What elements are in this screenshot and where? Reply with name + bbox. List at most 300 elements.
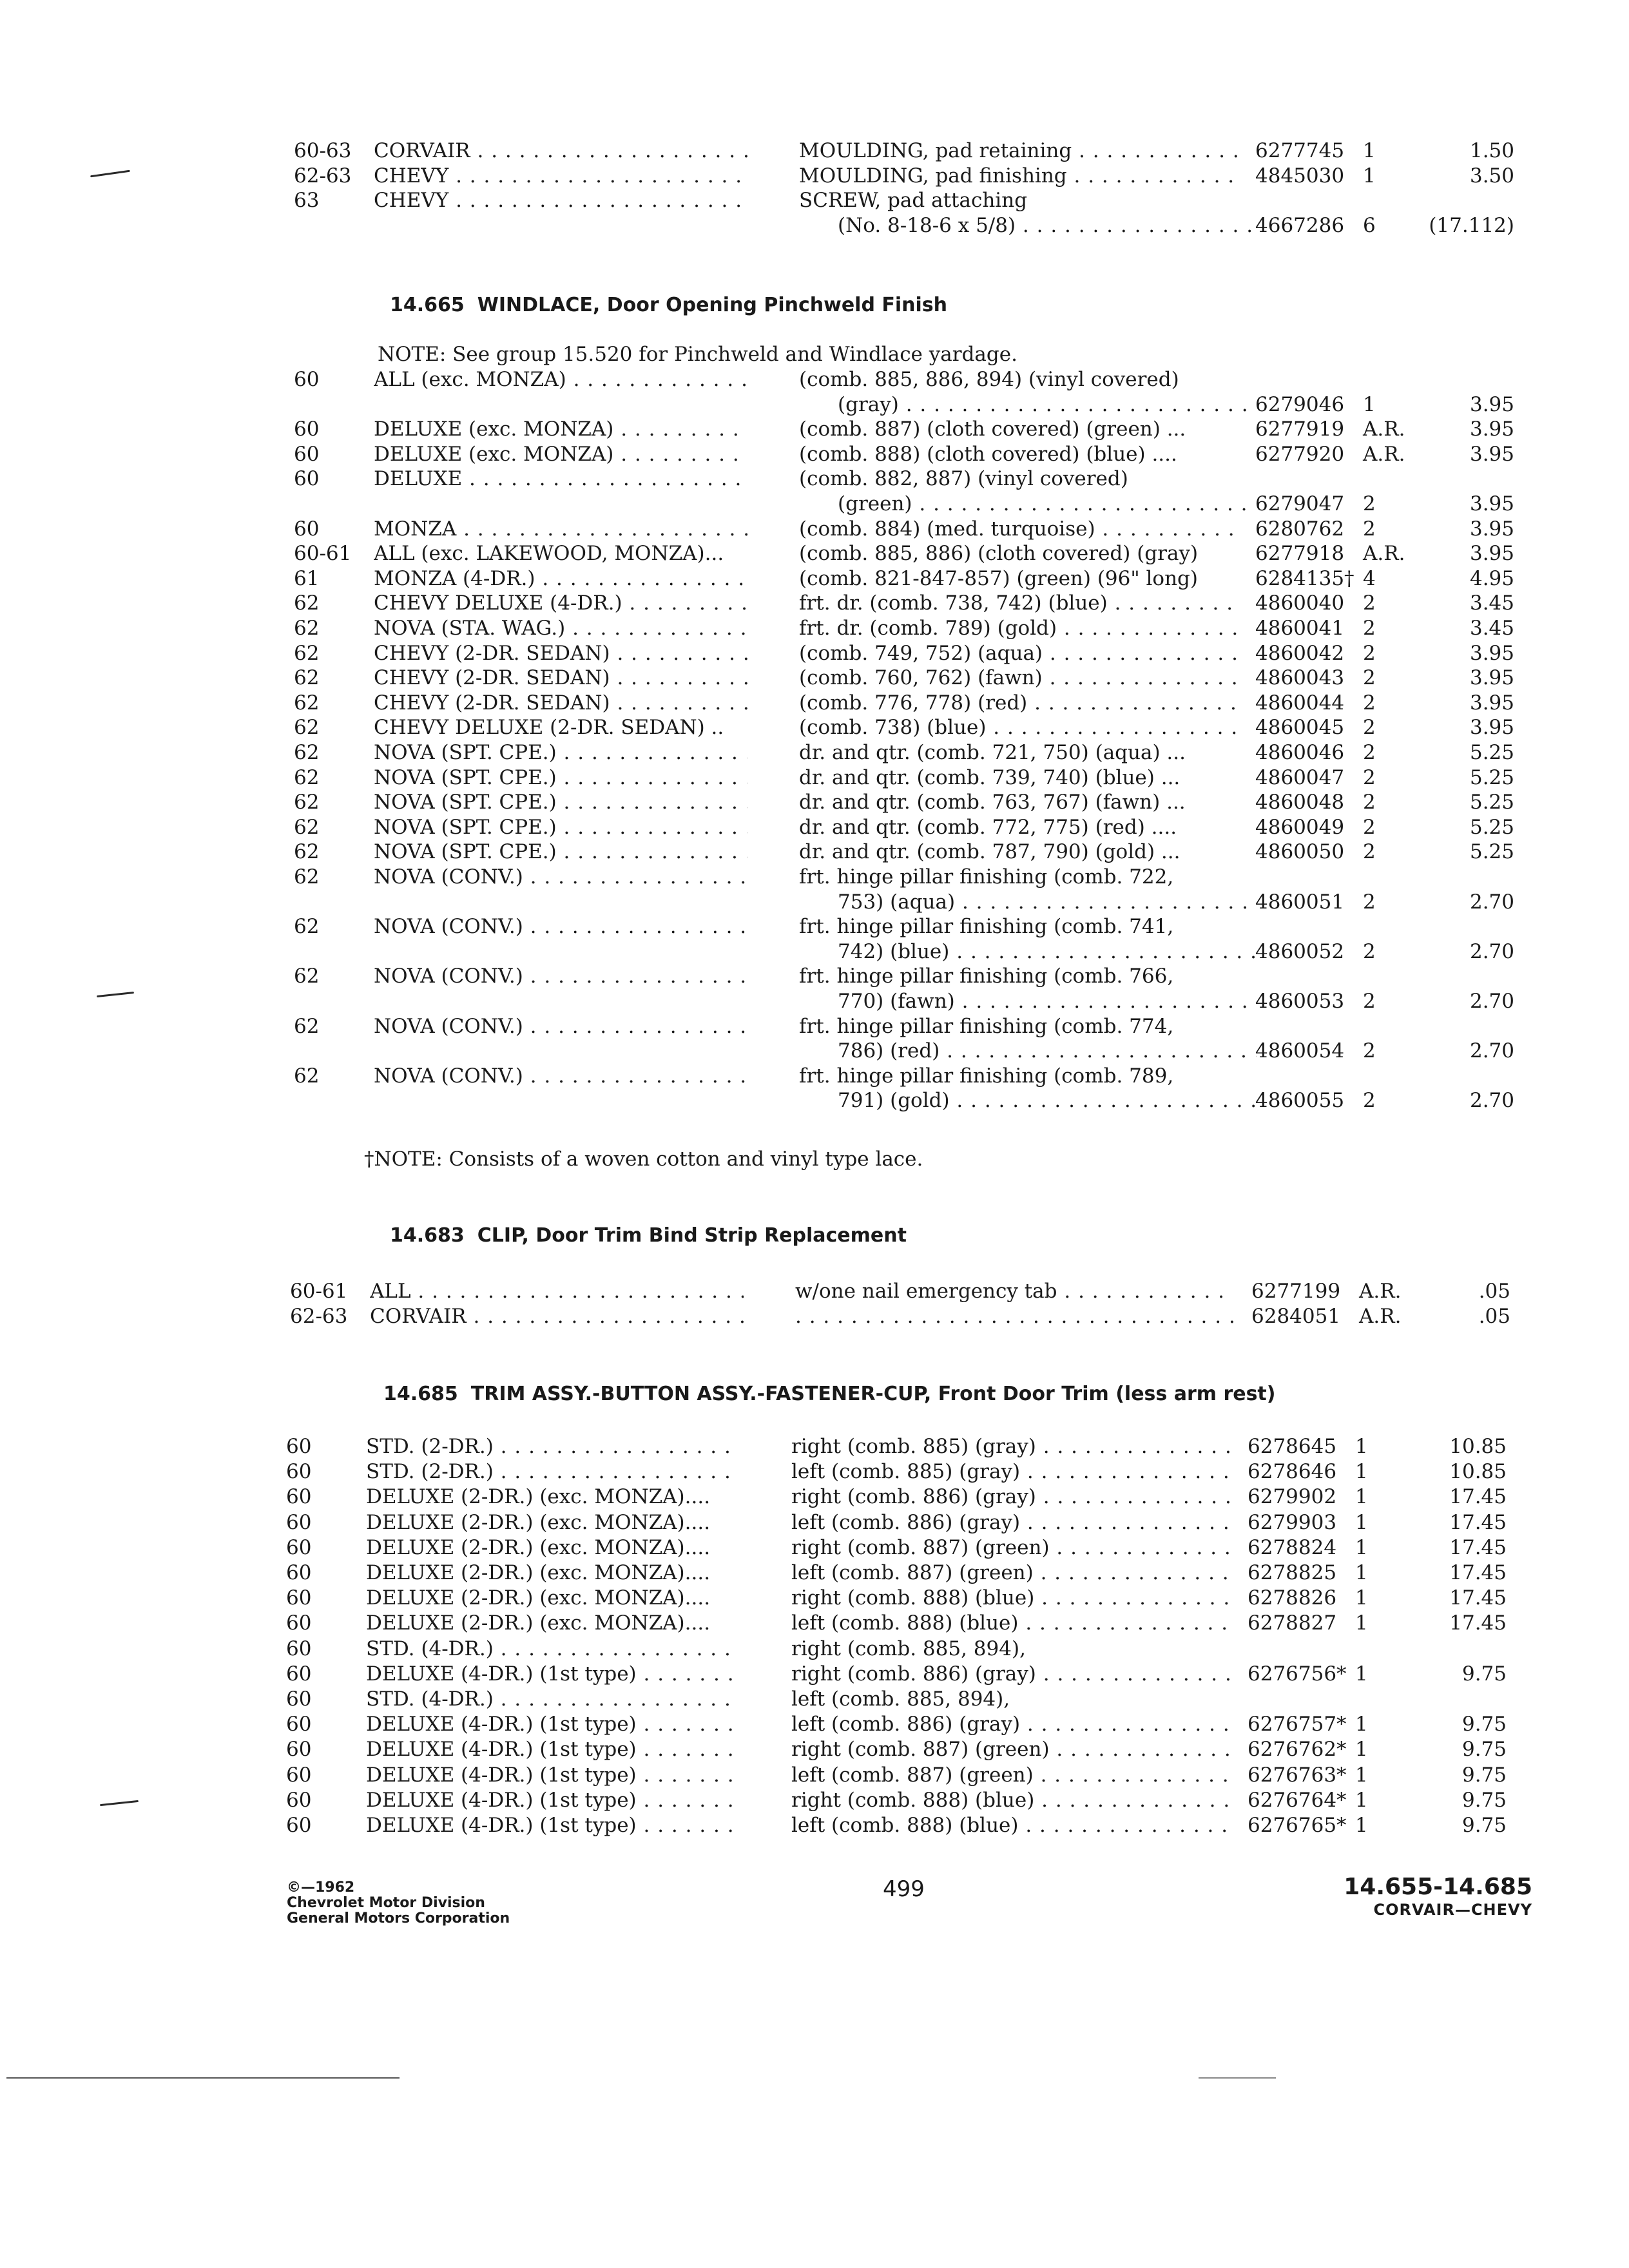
quantity: 1 [1355,1814,1368,1837]
part-number: 4860048 [1255,791,1345,814]
table-row [276,1736,1552,1762]
quantity: 2 [1363,716,1376,740]
price: 5.25 [1469,791,1514,814]
section-title-14-683 [390,1222,907,1250]
part-number: 4860055 [1255,1089,1345,1113]
model-name: ALL (exc. LAKEWOOD, MONZA)... [374,542,724,566]
part-description: left (comb. 888) (blue) . . . [791,1812,1229,1838]
price: 1.50 [1469,139,1514,162]
part-description: (comb. 749, 752) (aqua) . . . [799,640,1237,666]
price: 3.95 [1469,392,1514,416]
model-name: NOVA (SPT. CPE.) . . . [374,789,747,815]
part-description: dr. and qtr. (comb. 763, 767) (fawn) ... [799,791,1186,814]
part-number: 6279903 [1248,1510,1337,1534]
part-number: 6278825 [1248,1561,1337,1584]
part-number: 4860040 [1255,591,1345,615]
part-description: frt. hinge pillar finishing (comb. 789, [799,1064,1174,1088]
quantity: 1 [1355,1485,1368,1509]
model-name: CORVAIR . . . [374,138,747,164]
part-number: 6276757* [1248,1713,1347,1736]
section-heading: TRIM ASSY.-BUTTON ASSY.-FASTENER-CUP, Front Door Trim (less arm rest) [470,1383,1276,1405]
section-title-14-685 [383,1380,1276,1408]
part-number: 4860041 [1255,617,1345,640]
quantity: 2 [1363,691,1376,715]
part-description: 753) (aqua) . . . [838,889,1257,915]
part-number: 6277919 [1255,418,1345,441]
quantity: 1 [1355,1713,1368,1736]
section-number: 14.685 [383,1383,458,1405]
model-year: 60 [286,1763,312,1787]
section-note: NOTE: See group 15.520 for Pinchweld and Windlace yardage. [378,343,1017,366]
scan-rule-left [6,2077,400,2079]
model-year: 60 [294,442,320,466]
model-year: 60 [286,1535,312,1559]
table-row [284,213,1559,238]
table-row [276,1585,1552,1611]
quantity: A.R. [1359,1305,1402,1328]
part-description: right (comb. 887) (green) . . . [791,1736,1229,1762]
quantity: 1 [1355,1738,1368,1762]
part-description: right (comb. 885) (gray) . . . [791,1434,1229,1459]
price: 3.95 [1469,492,1514,515]
model-year: 62 [294,915,320,939]
model-name: MONZA . . . [374,516,747,542]
part-description: dr. and qtr. (comb. 721, 750) (aqua) ... [799,741,1186,764]
table-row [284,988,1559,1014]
model-name: NOVA (SPT. CPE.) . . . [374,839,747,865]
model-year: 60-61 [294,542,352,566]
model-name: DELUXE (2-DR.) (exc. MONZA).... [366,1611,711,1635]
quantity: 1 [1355,1662,1368,1686]
model-name: NOVA (CONV.) . . . [374,1063,747,1089]
table-row [280,1303,1556,1329]
table-row [284,541,1559,566]
part-description: (comb. 776, 778) (red) . . . [799,690,1237,716]
copyright-block [287,1880,510,1927]
model-year: 61 [294,566,320,590]
part-description: frt. hinge pillar finishing (comb. 722, [799,865,1174,889]
table-row [276,1661,1552,1687]
quantity: 1 [1355,1535,1368,1559]
part-number: 4845030 [1255,164,1345,187]
part-number: 4860047 [1255,765,1345,789]
part-description: dr. and qtr. (comb. 739, 740) (blue) ... [799,765,1181,789]
part-description: (comb. 885, 886, 894) (vinyl covered) [799,368,1179,391]
quantity: 2 [1363,791,1376,814]
table-row [284,814,1559,840]
table-row [280,1278,1556,1304]
part-number: 6278645 [1248,1435,1337,1458]
model-name: DELUXE (2-DR.) (exc. MONZA).... [366,1561,711,1584]
table-row [276,1636,1552,1662]
group-range-block [1344,1874,1532,1919]
section-footnote: †NOTE: Consists of a woven cotton and vinyl type lace. [364,1148,923,1171]
price: 3.50 [1469,164,1514,187]
price: 17.45 [1449,1611,1507,1635]
model-name: DELUXE (4-DR.) (1st type) . . . [366,1736,740,1762]
model-name: DELUXE (2-DR.) (exc. MONZA).... [366,1510,711,1534]
price: 17.45 [1449,1510,1507,1534]
model-name: DELUXE (4-DR.) (1st type) . . . [366,1711,740,1737]
table-row [284,590,1559,616]
model-name: STD. (2-DR.) . . . [366,1459,740,1485]
quantity: 2 [1363,765,1376,789]
model-year: 60 [286,1713,312,1736]
table-row [284,963,1559,989]
part-number: 4860051 [1255,890,1345,914]
table-row [284,1063,1559,1089]
part-description: right (comb. 887) (green) . . . [791,1535,1229,1561]
model-year: 62-63 [290,1305,348,1328]
price: 3.95 [1469,641,1514,665]
quantity: 2 [1363,617,1376,640]
model-name: NOVA (CONV.) . . . [374,1014,747,1039]
part-description: (comb. 888) (cloth covered) (blue) .... [799,442,1177,466]
price: 17.45 [1449,1485,1507,1509]
part-description: left (comb. 888) (blue) . . . [791,1610,1229,1636]
model-name: MONZA (4-DR.) . . . [374,566,747,591]
scan-mark [90,170,130,178]
table-row [284,939,1559,965]
part-number: 4860044 [1255,691,1345,715]
part-description: dr. and qtr. (comb. 772, 775) (red) .... [799,815,1177,839]
model-name: ALL (exc. MONZA) . . . [374,367,747,392]
part-number: 6276764* [1248,1788,1347,1812]
price: 5.25 [1469,765,1514,789]
part-description: (comb. 760, 762) (fawn) . . . [799,665,1237,691]
model-year: 62 [294,716,320,740]
section-number: 14.665 [390,294,465,316]
price: 2.70 [1469,939,1514,963]
table-row [284,864,1559,890]
part-description: right (comb. 886) (gray) . . . [791,1484,1229,1510]
part-number: 6276763* [1248,1763,1347,1787]
table-row [284,889,1559,915]
part-number: 4667286 [1255,213,1345,237]
table-row [276,1610,1552,1636]
part-description: left (comb. 886) (gray) . . . [791,1711,1229,1737]
part-description: right (comb. 886) (gray) . . . [791,1661,1229,1687]
model-year: 62 [294,591,320,615]
model-year: 62 [294,815,320,839]
part-number: 4860050 [1255,840,1345,864]
part-number: 4860054 [1255,1039,1345,1063]
table-row [284,1038,1559,1064]
quantity: 2 [1363,1089,1376,1113]
price: (17.112) [1429,213,1514,237]
price: 3.95 [1469,716,1514,740]
part-description: right (comb. 888) (blue) . . . [791,1787,1229,1813]
model-name: NOVA (STA. WAG.) . . . [374,615,747,641]
table-row [284,640,1559,666]
quantity: 1 [1355,1435,1368,1458]
table-row [284,416,1559,442]
model-year: 60 [286,1510,312,1534]
model-year: 60 [286,1687,312,1711]
table-row [284,715,1559,740]
part-description: (comb. 887) (cloth covered) (green) ... [799,418,1186,441]
price: 9.75 [1461,1763,1507,1787]
quantity: 2 [1363,890,1376,914]
model-year: 62 [294,666,320,690]
part-description: right (comb. 885, 894), [791,1637,1026,1660]
table-row [284,187,1559,213]
model-name: STD. (4-DR.) . . . [366,1636,740,1662]
quantity: A.R. [1363,542,1405,566]
model-name: CHEVY DELUXE (2-DR. SEDAN) .. [374,716,724,740]
part-description: 742) (blue) . . . [838,939,1257,965]
quantity: 2 [1363,939,1376,963]
table-row [276,1535,1552,1561]
part-description: w/one nail emergency tab . . . [795,1278,1233,1304]
table-row [284,163,1559,189]
table-row [284,367,1559,392]
model-year: 62 [294,865,320,889]
price: 5.25 [1469,815,1514,839]
part-description: frt. hinge pillar finishing (comb. 766, [799,965,1174,988]
table-row [276,1434,1552,1459]
model-name: STD. (2-DR.) . . . [366,1434,740,1459]
part-description: (gray) . . . [838,392,1257,418]
model-year: 60 [294,368,320,391]
model-name: DELUXE (2-DR.) (exc. MONZA).... [366,1586,711,1610]
part-description: frt. hinge pillar finishing (comb. 774, [799,1014,1174,1038]
copyright-year: ©—1962 [287,1879,355,1896]
model-name: NOVA (SPT. CPE.) . . . [374,740,747,765]
table-row [284,1088,1559,1113]
quantity: 1 [1355,1561,1368,1584]
quantity: 1 [1355,1788,1368,1812]
table-row [276,1762,1552,1788]
part-description: (comb. 884) (med. turquoise) . . . [799,516,1237,542]
part-description: 770) (fawn) . . . [838,988,1257,1014]
price: 9.75 [1461,1662,1507,1686]
part-description: 786) (red) . . . [838,1038,1257,1064]
model-year: 62 [294,965,320,988]
model-name: DELUXE (2-DR.) (exc. MONZA).... [366,1535,711,1559]
model-year: 62 [294,1014,320,1038]
model-name: CHEVY . . . [374,187,747,213]
page-number: 499 [883,1876,925,1902]
price: 9.75 [1461,1814,1507,1837]
price: 2.70 [1469,990,1514,1013]
model-name: DELUXE (4-DR.) (1st type) . . . [366,1787,740,1813]
model-name: NOVA (SPT. CPE.) . . . [374,765,747,791]
price: 3.95 [1469,666,1514,690]
model-name: STD. (4-DR.) . . . [366,1686,740,1712]
quantity: 6 [1363,213,1376,237]
table-row [284,914,1559,939]
model-year: 63 [294,189,320,212]
price: .05 [1478,1280,1510,1303]
price: 4.95 [1469,566,1514,590]
price: 2.70 [1469,1089,1514,1113]
quantity: 1 [1363,139,1376,162]
model-name: DELUXE (4-DR.) (1st type) . . . [366,1812,740,1838]
quantity: A.R. [1359,1280,1402,1303]
table-row [284,789,1559,815]
model-year: 60 [286,1738,312,1762]
price: 2.70 [1469,1039,1514,1063]
table-row [276,1484,1552,1510]
model-year: 60 [286,1485,312,1509]
model-name: ALL . . . [370,1278,744,1304]
model-year: 62 [294,1064,320,1088]
part-number: 6277918 [1255,542,1345,566]
vehicle-line: CORVAIR—CHEVY [1373,1901,1532,1919]
model-year: 60 [294,418,320,441]
quantity: 2 [1363,1039,1376,1063]
table-row [284,615,1559,641]
part-number: 6278827 [1248,1611,1337,1635]
quantity: 4 [1363,566,1376,590]
quantity: A.R. [1363,418,1405,441]
part-number: 6277199 [1251,1280,1341,1303]
part-number: 6278646 [1248,1460,1337,1484]
model-year: 62 [294,617,320,640]
price: 3.95 [1469,442,1514,466]
corporation-name: General Motors Corporation [287,1910,510,1927]
model-year: 60 [286,1435,312,1458]
quantity: 1 [1355,1460,1368,1484]
part-number: 4860046 [1255,741,1345,764]
quantity: 1 [1355,1763,1368,1787]
model-year: 62 [294,765,320,789]
model-year: 60 [286,1662,312,1686]
part-number: 6276756* [1248,1662,1347,1686]
model-year: 60-61 [290,1280,348,1303]
part-description: (No. 8-18-6 x 5/8) . . . [838,213,1257,238]
part-description: (comb. 738) (blue) . . . [799,715,1237,740]
table-row [284,839,1559,865]
part-number: 6279047 [1255,492,1345,515]
part-description: left (comb. 887) (green) . . . [791,1560,1229,1586]
price: 9.75 [1461,1738,1507,1762]
table-row [284,740,1559,765]
quantity: 2 [1363,591,1376,615]
table-row [276,1787,1552,1813]
part-description: frt. dr. (comb. 738, 742) (blue) . . . [799,590,1237,616]
price: 3.95 [1469,691,1514,715]
model-year: 60 [286,1586,312,1610]
table-row [276,1812,1552,1838]
table-row [284,1014,1559,1039]
price: 2.70 [1469,890,1514,914]
part-number: 4860042 [1255,641,1345,665]
quantity: 1 [1355,1611,1368,1635]
price: 17.45 [1449,1586,1507,1610]
quantity: 1 [1355,1586,1368,1610]
table-row [276,1459,1552,1485]
part-number: 4860053 [1255,990,1345,1013]
section-number: 14.683 [390,1224,465,1247]
price: 3.45 [1469,591,1514,615]
price: 3.45 [1469,617,1514,640]
price: 3.95 [1469,542,1514,566]
part-number: 6284051 [1251,1305,1341,1328]
price: .05 [1478,1305,1510,1328]
model-year: 62 [294,641,320,665]
part-number: 4860049 [1255,815,1345,839]
model-name: DELUXE (exc. MONZA) . . . [374,441,747,467]
model-name: CHEVY (2-DR. SEDAN) . . . [374,690,747,716]
part-description: dr. and qtr. (comb. 787, 790) (gold) ... [799,840,1181,864]
part-description: right (comb. 888) (blue) . . . [791,1585,1229,1611]
part-description: (comb. 885, 886) (cloth covered) (gray) [799,542,1199,566]
table-row [284,138,1559,164]
model-year: 62 [294,791,320,814]
model-year: 62 [294,840,320,864]
table-row [276,1560,1552,1586]
part-number: 6279046 [1255,392,1345,416]
part-description: frt. hinge pillar finishing (comb. 741, [799,915,1174,939]
model-name: NOVA (CONV.) . . . [374,864,747,890]
model-name: DELUXE (exc. MONZA) . . . [374,416,747,442]
part-description: (comb. 821-847-857) (green) (96" long) [799,566,1198,590]
quantity: 2 [1363,990,1376,1013]
model-year: 62 [294,691,320,715]
table-row [284,516,1559,542]
table-row [284,441,1559,467]
part-description: left (comb. 885, 894), [791,1687,1010,1711]
part-number: 6278824 [1248,1535,1337,1559]
part-description: left (comb. 886) (gray) . . . [791,1510,1229,1535]
table-row [284,665,1559,691]
table-row [284,690,1559,716]
price: 17.45 [1449,1561,1507,1584]
part-number: 6276762* [1248,1738,1347,1762]
model-year: 62-63 [294,164,352,187]
part-number: 6284135† [1255,566,1354,590]
price: 9.75 [1461,1713,1507,1736]
model-name: DELUXE (2-DR.) (exc. MONZA).... [366,1485,711,1509]
model-name: CHEVY (2-DR. SEDAN) . . . [374,640,747,666]
model-year: 60 [286,1611,312,1635]
quantity: 2 [1363,741,1376,764]
price: 3.95 [1469,418,1514,441]
quantity: 1 [1355,1510,1368,1534]
quantity: 2 [1363,666,1376,690]
section-title-14-665 [390,291,947,320]
quantity: 1 [1363,392,1376,416]
model-name: DELUXE (4-DR.) (1st type) . . . [366,1762,740,1788]
price: 5.25 [1469,840,1514,864]
section-heading: WINDLACE, Door Opening Pinchweld Finish [477,294,947,316]
model-year: 60 [286,1561,312,1584]
model-name: CHEVY DELUXE (4-DR.) . . . [374,590,747,616]
section-heading: CLIP, Door Trim Bind Strip Replacement [477,1224,907,1247]
part-description: frt. dr. (comb. 789) (gold) . . . [799,615,1237,641]
quantity: A.R. [1363,442,1405,466]
quantity: 1 [1363,164,1376,187]
model-year: 60 [294,467,320,491]
part-number: 6279902 [1248,1485,1337,1509]
group-range: 14.655-14.685 [1344,1874,1532,1900]
table-row [284,566,1559,591]
scan-mark [97,992,134,997]
division-name: Chevrolet Motor Division [287,1895,485,1911]
part-number: 4860052 [1255,939,1345,963]
quantity: 2 [1363,517,1376,541]
part-number: 6276765* [1248,1814,1347,1837]
model-name: NOVA (CONV.) . . . [374,914,747,939]
price: 9.75 [1461,1788,1507,1812]
model-year: 60 [286,1637,312,1660]
price: 5.25 [1469,741,1514,764]
part-description: MOULDING, pad finishing . . . [799,163,1237,189]
part-number: 6278826 [1248,1586,1337,1610]
table-row [276,1686,1552,1712]
